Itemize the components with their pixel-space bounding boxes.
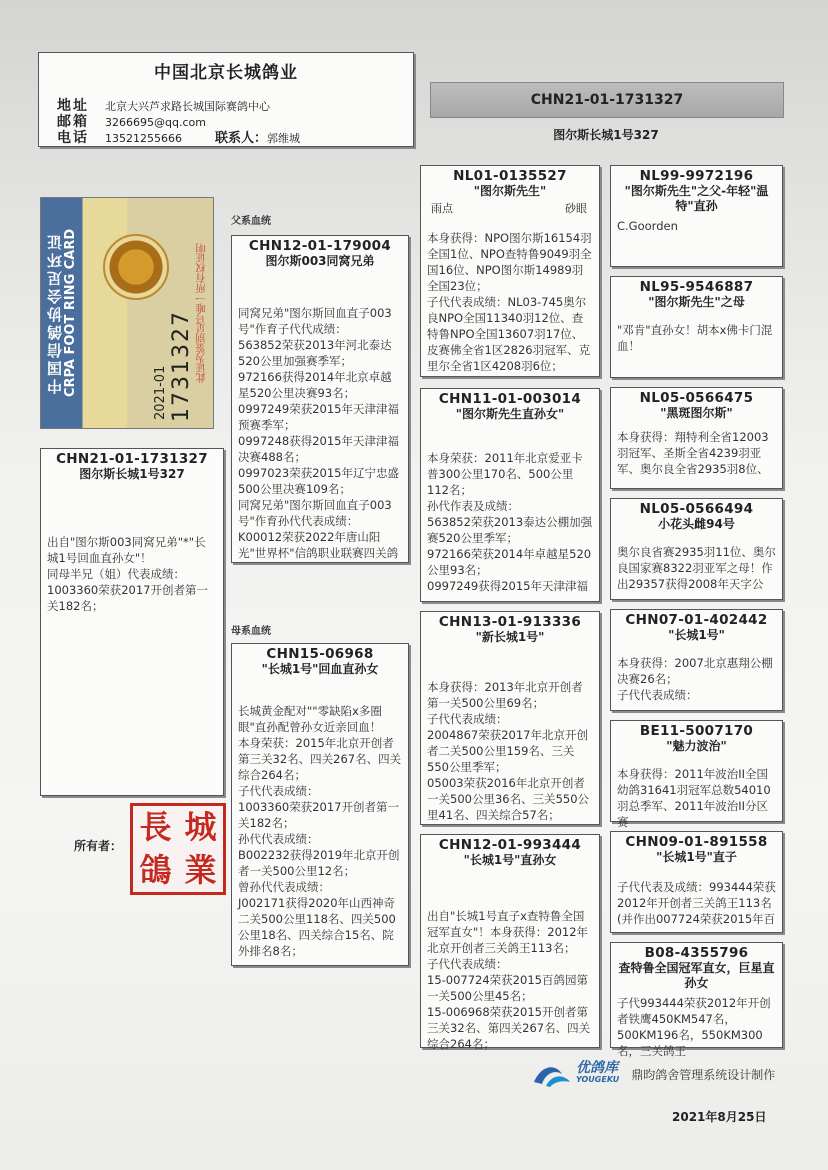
ggsire-4-card	[610, 831, 783, 933]
email-value: 3266695@qq.com	[105, 116, 206, 129]
card-feature-row	[427, 199, 593, 216]
card-ring-id: B08-4355796	[644, 945, 749, 961]
card-ring-id: CHN15-06968	[266, 646, 374, 662]
card-eye: 砂眼	[565, 202, 587, 215]
card-text: 本身获得：2007北京惠翔公棚决赛26名； 子代代表成绩：	[617, 656, 773, 702]
maker-text: 鼎昀鸽舍管理系统设计制作	[631, 1067, 776, 1082]
card-text: 本身荣获：2011年北京爱亚卡普300公里170名、500公里112名； 孙代作表及成绩： 563852荣获2013泰达公棚加强赛520公里季军； 972166荣获2014年卓越星520公里93名； 0997249获得2015年天津津福	[427, 451, 593, 593]
subject-card	[40, 448, 224, 796]
card-bird-name: 查特鲁全国冠军直女，巨星直孙女	[618, 961, 775, 990]
card-text: "邓肯"直孙女！胡本x佛卡门混血！	[617, 323, 773, 353]
card-bird-name: "魅力波治"	[666, 739, 727, 753]
card-bird-name: "长城1号"直孙女	[463, 853, 557, 867]
card-text: 出自"图尔斯003同窝兄弟"*"长城1号回血直孙女"！ 同母半兄（姐）代表成绩： 1003360荣获2017开创者第一关182名；	[47, 535, 208, 613]
card-bird-name: 小花头雌94号	[658, 517, 735, 531]
card-ring-id: CHN21-01-1731327	[56, 451, 208, 467]
card-text: 同窝兄弟"图尔斯回血直子003号"作育子代代成绩： 563852荣获2013年河北泰达520公里加强赛季军； 972166获得2014年北京卓越星520公里决赛93名； 0997249荣获2015年天津津福预赛季军； 0997248获得2015年天津津福决赛488名； 0997023荣获2015年辽宁忠盛500公里决赛109名； 同窝兄弟"图尔斯回血直子003号"作育孙代代表成绩： K00012荣获2022年唐山阳光"世界杯"信鸽职业联赛四关鸽	[238, 306, 399, 560]
print-date: 2021年8月25日	[672, 1110, 767, 1124]
wave-logo-icon	[532, 1060, 572, 1088]
card-text: 长城黄金配对""零缺陷x多圈眼"直孙配曾孙女近亲回血！ 本身荣获：2015年北京开创者第三关32名、四关267名、四关综合264名； 子代代表成绩： 1003360荣获2017开创者第一关182名； 孙代代表成绩： B002232获得2019年北京开创者一关500公里12名； 曾孙代代表成绩： J002171获得2020年山西神奇二关500公里118名、四关500公里18名、四关综合15名、院外排名8名；	[238, 704, 402, 958]
card-bird-name: 图尔斯003同窝兄弟	[265, 254, 375, 268]
ring-org: 中国信鸽协会足环证	[46, 232, 64, 394]
card-ring-id: CHN07-01-402442	[625, 612, 768, 628]
pedigree-name: 图尔斯长城1号327	[553, 128, 659, 142]
card-ring-id: NL01-0135527	[453, 168, 567, 184]
card-ring-id: CHN11-01-003014	[438, 391, 582, 407]
card-text: 子代代表及成绩：993444荣获2012年开创者三关鸽王113名(并作出007724荣获2015年百	[617, 880, 776, 926]
card-color: 雨点	[431, 202, 453, 215]
pedigree-id-tab: CHN21-01-1731327	[430, 82, 784, 118]
ggsire-2-card	[610, 387, 783, 489]
header-box	[38, 52, 414, 147]
card-ring-id: NL05-0566475	[639, 390, 754, 406]
card-text: 本身获得：2011年波治II全国幼鸽31641羽冠军总数54010羽总季军、2011年波治II分区赛	[617, 767, 771, 829]
granddam-maternal-card	[420, 834, 600, 1051]
granddam-paternal-card	[420, 388, 600, 602]
card-bird-name: "图尔斯先生"	[473, 184, 547, 198]
card-text: 奥尔良省赛2935羽11位、奥尔良国家赛8322羽亚军之母！作出29357获得2008年天字公	[617, 545, 776, 591]
seal-char: 鴿	[139, 851, 172, 889]
card-text: 本身获得：2013年北京开创者第一关500公里69名； 子代代表成绩： 2004867荣获2017年北京开创者二关500公里159名、三关550公里季军； 05003荣获2016年北京开创者一关500公里36名、三关550公里41名、四关综合57名；	[427, 680, 590, 822]
card-bird-name: "长城1号"回血直孙女	[261, 662, 379, 676]
ggdam-3-card	[610, 720, 783, 829]
address-value: 北京大兴芦求路长城国际赛鸽中心	[105, 100, 270, 113]
ring-year: 2021-01	[153, 365, 168, 420]
ggdam-1-card	[610, 276, 783, 378]
contact-value: 郭维城	[267, 132, 301, 145]
seal-char: 業	[184, 851, 217, 889]
sire-card	[231, 235, 409, 563]
card-bird-name: "长城1号"直子	[656, 850, 737, 864]
seal-char: 長	[139, 808, 172, 846]
grandsire-paternal-card	[420, 165, 600, 377]
phone-label: 电话	[57, 130, 89, 146]
card-ring-id: CHN12-01-179004	[248, 238, 392, 254]
loft-title: 中国北京长城鸽业	[154, 63, 298, 83]
email-label: 邮箱	[57, 114, 89, 130]
card-text: 出自"长城1号直子x查特鲁全国冠军直女"！本身获得：2012年北京开创者三关鸽王113名； 子代代表成绩： 15-007724荣获2015百鸽园第一关500公里45名； 15-006968荣获2015开创者第三关32名、第四关267名、四关综合264名；	[427, 909, 591, 1051]
ggsire-3-card	[610, 609, 783, 711]
ring-en: CRPA FOOT RING CARD	[63, 228, 78, 398]
owner-label: 所有者：	[74, 839, 123, 853]
card-ring-id: BE11-5007170	[639, 723, 754, 739]
card-bird-name: "图尔斯先生"之父-年轻"温特"直孙	[624, 184, 769, 213]
card-ring-id: NL95-9546887	[639, 279, 754, 295]
ggsire-1-card	[610, 165, 783, 267]
card-ring-id: CHN13-01-913336	[438, 614, 582, 630]
card-text: 本身获得：NPO图尔斯16154羽全国1位、NPO查特鲁9049羽全国16位、NPO图尔斯14989羽全国23位； 子代代表成绩：NL03-745奥尔良NPO全国11340羽12位、查特鲁NPO全国13607羽17位、皮赛佛全省1区2826羽冠军、克里尔全省1区4208羽6位；	[427, 231, 592, 373]
grandsire-maternal-card	[420, 611, 600, 825]
card-ring-id: NL99-9972196	[639, 168, 754, 184]
card-bird-name: "图尔斯先生"之母	[648, 295, 745, 309]
ring-number: 1731327	[169, 310, 194, 422]
footer-logo	[532, 1060, 775, 1088]
ring-note: 此证为鉴别足号唯一所有权证明	[197, 243, 208, 383]
loft-seal-stamp	[130, 803, 226, 895]
card-text: 本身获得：翔特利全省12003羽冠军、圣斯全省4239羽亚军、奥尔良全省2935羽8位、	[617, 430, 769, 476]
phone-row	[57, 127, 300, 147]
mother-line-label: 母系血统	[231, 626, 271, 637]
seal-char: 城	[184, 808, 217, 846]
phone-value: 13521255666	[105, 132, 182, 145]
foot-ring-card	[40, 197, 214, 429]
card-text: C.Goorden	[617, 219, 678, 233]
card-bird-name: 图尔斯长城1号327	[79, 467, 185, 481]
ring-emblem-icon	[103, 234, 169, 300]
logo-cn: 优鸽库	[576, 1060, 618, 1076]
dam-card	[231, 643, 409, 966]
father-line-label: 父系血统	[231, 216, 271, 227]
ggdam-4-card	[610, 942, 783, 1058]
card-ring-id: CHN12-01-993444	[438, 837, 582, 853]
card-bird-name: "图尔斯先生直孙女"	[455, 407, 565, 421]
card-ring-id: CHN09-01-891558	[625, 834, 768, 850]
ggdam-2-card	[610, 498, 783, 600]
card-bird-name: "长城1号"	[668, 628, 725, 642]
address-label: 地址	[57, 98, 89, 114]
card-ring-id: NL05-0566494	[639, 501, 754, 517]
logo-en: YOUGEKU	[576, 1075, 620, 1084]
contact-label: 联系人：	[215, 131, 268, 146]
card-bird-name: "黑斑图尔斯"	[660, 406, 733, 420]
card-text: 子代993444荣获2012年开创者铁鹰450KM547名，500KM196名，550KM300名，三关鸽王	[617, 996, 771, 1058]
card-bird-name: "新长城1号"	[475, 630, 545, 644]
